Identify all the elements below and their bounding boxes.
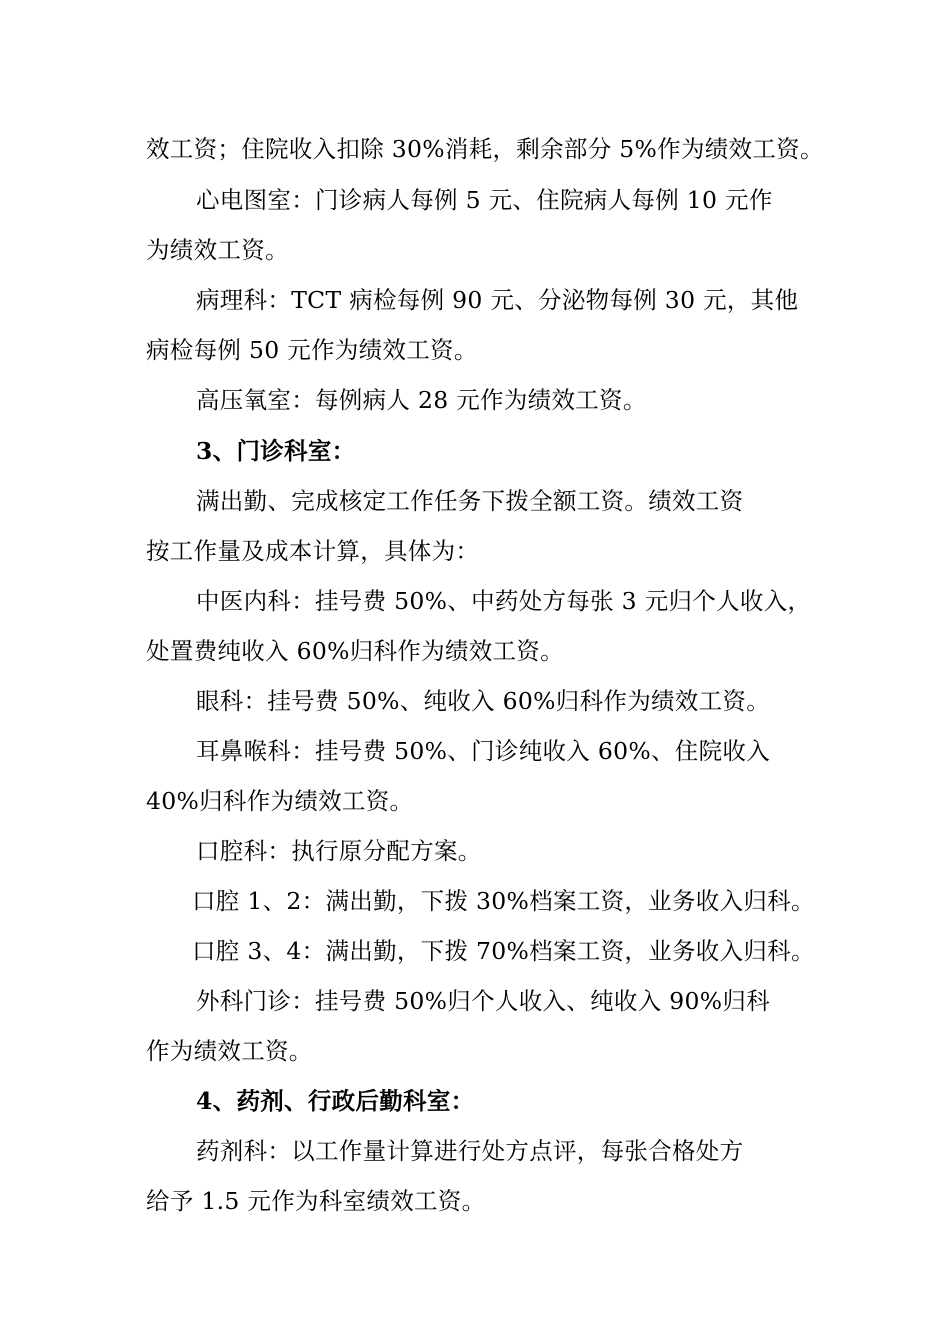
section-heading-4: 4、药剂、行政后勤科室： [196,1087,475,1115]
text-line-21: 药剂科：以工作量计算进行处方点评，每张合格处方 [196,1137,744,1165]
section-heading-3: 3、门诊科室： [196,437,356,465]
text-line-16: 口腔 1、2：满出勤，下拨 30%档案工资，业务收入归科。 [192,887,815,915]
text-line-14: 40%归科作为绩效工资。 [146,787,414,815]
text-line-22: 给予 1.5 元作为科室绩效工资。 [146,1187,486,1215]
text-line-3: 为绩效工资。 [146,236,289,264]
text-line-10: 中医内科：挂号费 50%、中药处方每张 3 元归个人收入， [196,587,812,615]
text-line-17: 口腔 3、4：满出勤，下拨 70%档案工资，业务收入归科。 [192,937,815,965]
text-line-15: 口腔科：执行原分配方案。 [196,837,482,865]
text-line-11: 处置费纯收入 60%归科作为绩效工资。 [146,637,564,665]
text-line-6: 高压氧室：每例病人 28 元作为绩效工资。 [196,386,647,414]
text-line-5: 病检每例 50 元作为绩效工资。 [146,336,478,364]
text-line-9: 按工作量及成本计算，具体为： [146,537,480,565]
text-line-1: 效工资；住院收入扣除 30%消耗，剩余部分 5%作为绩效工资。 [146,135,824,163]
text-line-2: 心电图室：门诊病人每例 5 元、住院病人每例 10 元作 [196,186,773,214]
text-line-4: 病理科：TCT 病检每例 90 元、分泌物每例 30 元，其他 [196,286,799,314]
text-line-12: 眼科：挂号费 50%、纯收入 60%归科作为绩效工资。 [196,687,771,715]
text-line-8: 满出勤、完成核定工作任务下拨全额工资。绩效工资 [196,487,744,515]
text-line-19: 作为绩效工资。 [146,1037,313,1065]
text-line-13: 耳鼻喉科：挂号费 50%、门诊纯收入 60%、住院收入 [196,737,771,765]
text-line-18: 外科门诊：挂号费 50%归个人收入、纯收入 90%归科 [196,987,771,1015]
